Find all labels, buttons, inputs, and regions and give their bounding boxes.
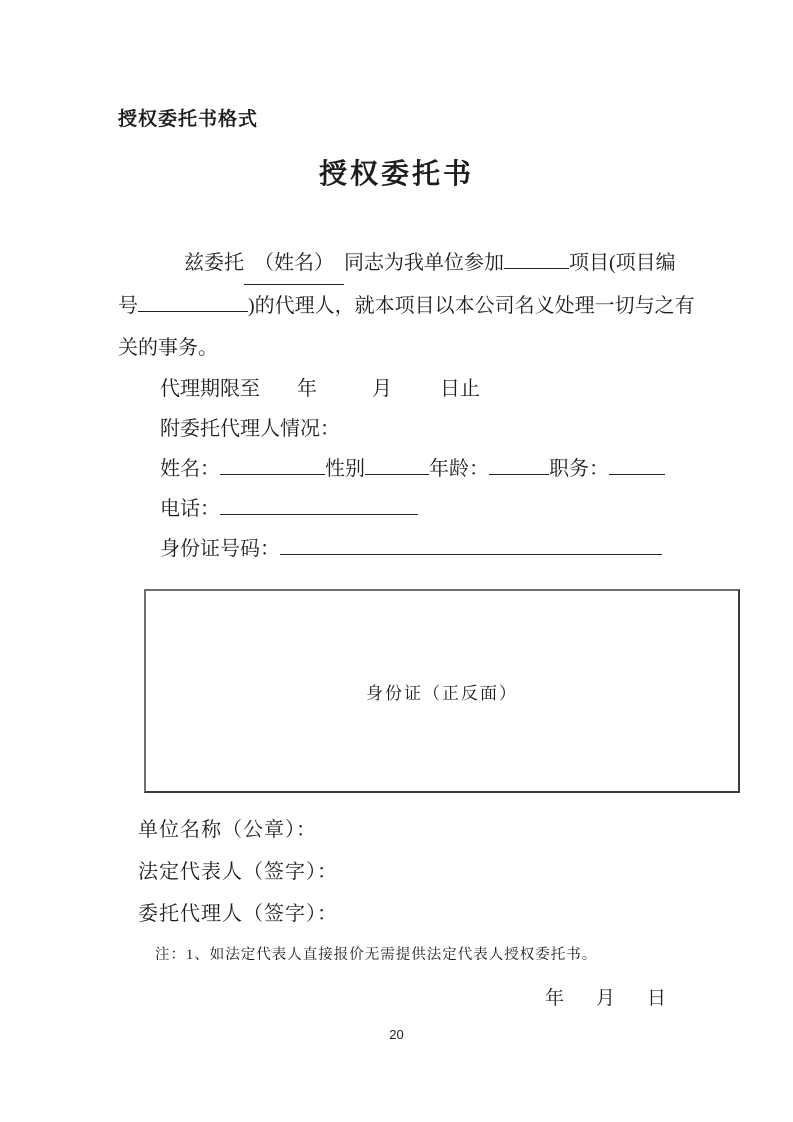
id-number-blank bbox=[280, 554, 662, 555]
project-number-blank bbox=[138, 311, 248, 312]
name-label: 姓名： bbox=[160, 458, 220, 480]
line2-tail-text: )的代理人，就本项目以本公司名义处理一切与之有 bbox=[248, 295, 695, 317]
name-gender-age-position-line bbox=[118, 449, 675, 489]
paragraph-line-2 bbox=[118, 285, 695, 327]
period-day-end-label: 日止 bbox=[440, 378, 480, 400]
phone-line bbox=[118, 489, 675, 529]
agency-period-line bbox=[118, 369, 675, 409]
document-format-label: 授权委托书格式 bbox=[118, 109, 259, 130]
footnote: 注：1、如法定代表人直接报价无需提供法定代表人授权委托书。 bbox=[155, 947, 598, 963]
period-year-label: 年 bbox=[297, 378, 317, 400]
date-month-label: 月 bbox=[596, 988, 616, 1009]
agent-detail-fields bbox=[118, 369, 675, 569]
period-label: 代理期限至 bbox=[160, 378, 260, 400]
age-blank bbox=[489, 474, 549, 475]
gender-label: 性别 bbox=[325, 458, 365, 480]
line1-mid-text: 同志为我单位参加 bbox=[344, 252, 504, 274]
line1-lead-text: 兹委托 bbox=[184, 252, 244, 274]
line3-text: 关的事务。 bbox=[118, 337, 218, 359]
company-seal-line: 单位名称（公章）： bbox=[138, 819, 317, 841]
date-line bbox=[118, 987, 675, 1011]
id-number-line bbox=[118, 529, 675, 569]
gender-blank bbox=[365, 474, 429, 475]
signature-block bbox=[118, 809, 675, 935]
line2-lead-text: 号 bbox=[118, 295, 138, 317]
id-card-box bbox=[144, 589, 740, 793]
name-placeholder-blank: （姓名） bbox=[244, 242, 344, 285]
legal-representative-line: 法定代表人（签字）： bbox=[138, 861, 338, 883]
paragraph-line-1 bbox=[118, 242, 675, 285]
phone-blank bbox=[220, 514, 418, 515]
name-blank bbox=[220, 474, 325, 475]
agent-info-heading: 附委托代理人情况： bbox=[160, 418, 340, 440]
age-label: 年龄： bbox=[429, 458, 489, 480]
document-title: 授权委托书 bbox=[318, 159, 474, 190]
date-day-label: 日 bbox=[647, 988, 667, 1009]
id-card-caption: 身份证（正反面） bbox=[366, 683, 518, 703]
line1-tail-text: 项目(项目编 bbox=[569, 252, 676, 274]
page-number: 20 bbox=[389, 1027, 404, 1042]
phone-label: 电话： bbox=[160, 498, 220, 520]
paragraph-line-3 bbox=[118, 327, 675, 369]
authorized-agent-line: 委托代理人（签字）： bbox=[138, 903, 338, 925]
id-number-label: 身份证号码： bbox=[160, 538, 280, 560]
project-name-blank bbox=[504, 268, 569, 269]
date-year-label: 年 bbox=[545, 988, 565, 1009]
position-label: 职务： bbox=[549, 458, 609, 480]
period-month-label: 月 bbox=[372, 378, 392, 400]
position-blank bbox=[609, 474, 665, 475]
authorization-paragraph bbox=[118, 242, 695, 369]
